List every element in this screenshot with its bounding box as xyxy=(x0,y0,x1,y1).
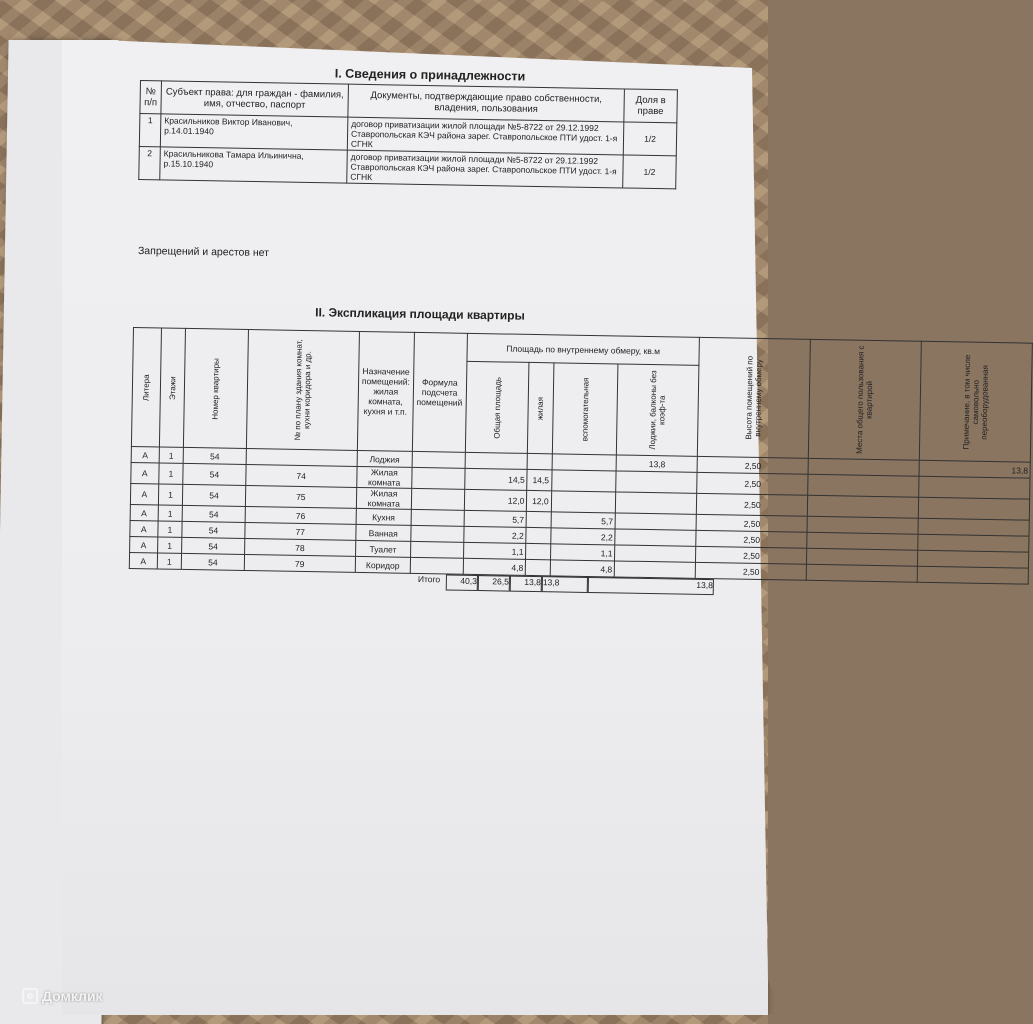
cell-plan xyxy=(246,448,357,466)
cell-floor: 1 xyxy=(159,447,184,463)
cell-purpose: Жилая комната xyxy=(357,466,412,488)
cell-purpose: Лоджия xyxy=(357,450,412,467)
col-remark: Примечание, в том числе самовольно переоборудованная xyxy=(920,341,1033,462)
col-aux: вспомогательная xyxy=(552,363,618,455)
cell-living xyxy=(526,527,551,543)
col-share: Доля в праве xyxy=(624,89,678,123)
cell-floor: 1 xyxy=(157,553,182,569)
col-total: Общая площадь xyxy=(465,361,529,453)
cell-height: 2,50 xyxy=(696,562,807,580)
cell-aux xyxy=(552,454,617,471)
cell-loggia xyxy=(616,471,697,493)
cell-apt: 54 xyxy=(182,537,245,554)
cell-purpose: Кухня xyxy=(356,508,411,525)
cell-loggia xyxy=(615,545,696,562)
cell-loggia xyxy=(615,529,696,546)
cell-formula xyxy=(412,467,465,489)
cell-height: 2,50 xyxy=(697,472,808,495)
cell-common xyxy=(807,564,918,582)
cell-total: 5,7 xyxy=(464,510,527,527)
cell-height: 2,50 xyxy=(696,514,807,532)
cell-formula xyxy=(411,488,464,510)
cell-height: 2,50 xyxy=(696,530,807,548)
section1-title: I. Сведения о принадлежности xyxy=(334,66,526,84)
totals-label: Итого xyxy=(417,574,441,585)
cell-living xyxy=(526,511,551,527)
row-num: 2 xyxy=(139,146,161,179)
cell-litera: А xyxy=(131,446,159,462)
cell-remark: 13,8 xyxy=(919,460,1030,478)
cell-common xyxy=(808,474,919,497)
totals-total: 40,3 xyxy=(446,574,478,591)
col-common: Места общего пользования с квартирой xyxy=(809,339,922,460)
cell-aux xyxy=(551,491,616,513)
cell-formula xyxy=(410,557,463,574)
cell-loggia xyxy=(615,513,696,530)
ownership-table xyxy=(138,80,678,189)
cell-formula xyxy=(411,509,464,526)
section2-title: II. Экспликация площади квартиры xyxy=(315,305,525,323)
cell-total: 1,1 xyxy=(463,542,526,559)
cell-height: 2,50 xyxy=(697,493,808,516)
cell-apt: 54 xyxy=(183,447,246,464)
cell-total: 4,8 xyxy=(463,558,526,575)
cell-total: 14,5 xyxy=(464,468,527,490)
cell-litera: А xyxy=(129,552,157,568)
cell-litera: А xyxy=(130,520,158,536)
cell-floor: 1 xyxy=(157,521,182,537)
cell-litera: А xyxy=(130,504,158,520)
domclick-logo-icon xyxy=(22,988,38,1004)
cell-apt: 54 xyxy=(183,484,246,506)
cell-plan: 79 xyxy=(244,554,355,572)
cell-living: 12,0 xyxy=(527,490,552,511)
col-plan: № по плану здания комнат, кухни коридора и др. xyxy=(246,330,359,451)
totals-living: 26,5 xyxy=(478,575,510,592)
cell-common xyxy=(808,458,919,476)
col-num: № п/п xyxy=(140,81,162,114)
restrictions-note: Запрещений и арестов нет xyxy=(137,244,270,260)
cell-remark xyxy=(919,497,1030,520)
cell-living xyxy=(526,543,551,559)
watermark-text: Домклик xyxy=(42,988,103,1004)
row-num: 1 xyxy=(139,114,161,147)
cell-common xyxy=(807,532,918,550)
cell-apt: 54 xyxy=(182,505,245,522)
cell-remark xyxy=(918,550,1029,568)
cell-remark xyxy=(918,518,1029,536)
row-subject: Красильников Виктор Иванович, р.14.01.1940 xyxy=(160,114,348,150)
cell-living xyxy=(527,453,552,469)
totals-aux: 13,8 xyxy=(510,576,542,593)
cell-formula xyxy=(410,541,463,558)
cell-floor: 1 xyxy=(158,484,183,505)
col-purpose: Назначение помещений: жилая комната, кухня и т.п. xyxy=(357,331,414,451)
col-floors: Этажи xyxy=(159,328,186,447)
cell-living xyxy=(526,559,551,575)
col-area-group: Площадь по внутреннему обмеру, кв.м xyxy=(467,333,700,365)
explication-table xyxy=(129,327,1033,585)
cell-purpose: Коридор xyxy=(355,556,410,573)
watermark xyxy=(22,988,103,1004)
cell-remark xyxy=(918,534,1029,552)
cell-formula xyxy=(411,525,464,542)
cell-aux xyxy=(551,470,616,492)
cell-aux: 2,2 xyxy=(550,528,615,545)
cell-common xyxy=(807,548,918,566)
col-subject: Субъект права: для граждан - фамилия, имя, отчество, паспорт xyxy=(161,81,349,117)
cell-purpose: Ванная xyxy=(356,524,411,541)
cell-aux: 5,7 xyxy=(551,512,616,529)
cell-floor: 1 xyxy=(158,463,183,484)
cell-formula xyxy=(412,451,465,468)
col-living: жилая xyxy=(528,362,554,453)
cell-litera: А xyxy=(130,483,158,504)
totals-loggia: 13,8 xyxy=(542,576,588,593)
cell-plan: 75 xyxy=(245,485,356,508)
cell-plan: 76 xyxy=(245,506,356,524)
col-formula: Формула подсчета помещений xyxy=(412,332,467,452)
cell-plan: 77 xyxy=(245,522,356,540)
cell-common xyxy=(807,516,918,534)
row-share: 1/2 xyxy=(623,122,677,156)
cell-aux: 1,1 xyxy=(550,544,615,561)
cell-apt: 54 xyxy=(182,521,245,538)
cell-common xyxy=(808,495,919,518)
cell-loggia xyxy=(615,561,696,578)
cell-purpose: Туалет xyxy=(355,540,410,557)
col-height: Высота помещений по внутреннему обмеру xyxy=(698,337,811,458)
cell-aux: 4,8 xyxy=(550,560,615,577)
row-doc: договор приватизации жилой площади №5-8722 от 29.12.1992 Ставропольская КЭЧ района зарег. Ставропольское ПТИ удост. 1-я СГНК xyxy=(347,150,624,188)
col-litera: Литера xyxy=(131,328,161,447)
cell-total xyxy=(465,452,528,469)
row-share: 1/2 xyxy=(623,155,677,189)
cell-height: 2,50 xyxy=(697,456,808,474)
col-docs: Документы, подтверждающие право собственности, владения, пользования xyxy=(348,84,625,122)
cell-remark xyxy=(918,566,1029,584)
row-subject: Красильникова Тамара Ильинична, р.15.10.1940 xyxy=(160,147,348,183)
cell-loggia xyxy=(616,492,697,514)
col-loggia: Лоджии, балконы без коэф-та xyxy=(617,364,700,456)
cell-plan: 74 xyxy=(246,464,357,487)
cell-living: 14,5 xyxy=(527,469,552,490)
cell-total: 12,0 xyxy=(464,489,527,511)
cell-litera: А xyxy=(131,462,159,483)
col-apt: Номер квартиры xyxy=(184,328,249,448)
totals-remark: 13,8 xyxy=(588,577,714,595)
cell-litera: А xyxy=(130,536,158,552)
cell-purpose: Жилая комната xyxy=(356,487,411,509)
cell-floor: 1 xyxy=(157,537,182,553)
cell-remark xyxy=(919,476,1030,499)
cell-total: 2,2 xyxy=(463,526,526,543)
cell-loggia: 13,8 xyxy=(616,455,697,472)
cell-height: 2,50 xyxy=(696,546,807,564)
row-doc: договор приватизации жилой площади №5-8722 от 29.12.1992 Ставропольская КЭЧ района зарег. Ставропольское ПТИ удост. 1-я СГНК xyxy=(347,117,624,155)
cell-plan: 78 xyxy=(244,538,355,556)
cell-apt: 54 xyxy=(183,463,246,485)
cell-apt: 54 xyxy=(182,553,245,570)
cell-floor: 1 xyxy=(158,505,183,521)
